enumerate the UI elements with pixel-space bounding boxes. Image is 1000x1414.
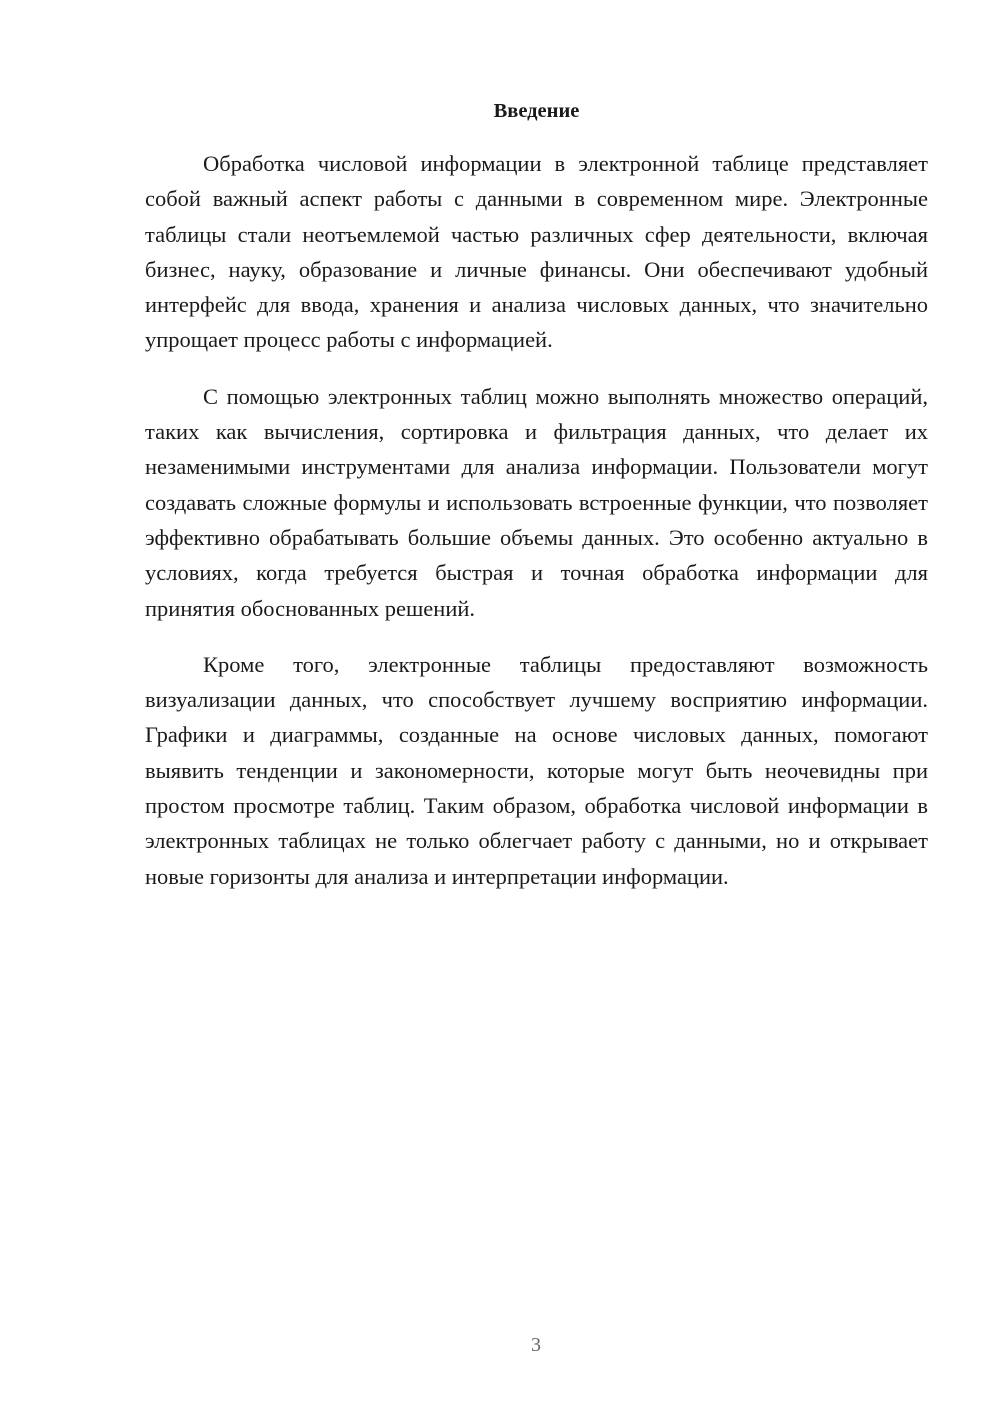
document-body — [145, 96, 928, 915]
paragraph-2: С помощью электронных таблиц можно выполнять множество операций, таких как вычисления, сортировка и фильтрация данных, что делает их незаменимыми инструментами для анализа информации. Пользователи могут создавать сложные формулы и использовать встроенные функции, что позволяет эффективно обрабатывать большие объемы данных. Это особенно актуально в условиях, когда требуется быстрая и точная обработка информации для принятия обоснованных решений. — [145, 383, 928, 621]
paragraph-1: Обработка числовой информации в электронной таблице представляет собой важный аспект работы с данными в современном мире. Электронные таблицы стали неотъемлемой частью различных сфер деятельности, включая бизнес, науку, образование и личные финансы. Они обеспечивают удобный интерфейс для ввода, хранения и анализа числовых данных, что значительно упрощает процесс работы с информацией. — [145, 151, 928, 353]
page-number: 3 — [531, 1334, 541, 1356]
section-title: Введение — [493, 100, 580, 122]
paragraph-3: Кроме того, электронные таблицы предоставляют возможность визуализации данных, что способствует лучшему восприятию информации. Графики и диаграммы, созданные на основе числовых данных, помогают выявить тенденции и закономерности, которые могут быть неочевидны при простом просмотре таблиц. Таким образом, обработка числовой информации в электронных таблицах не только облегчает работу с данными, но и открывает новые горизонты для анализа и интерпретации информации. — [145, 651, 928, 889]
